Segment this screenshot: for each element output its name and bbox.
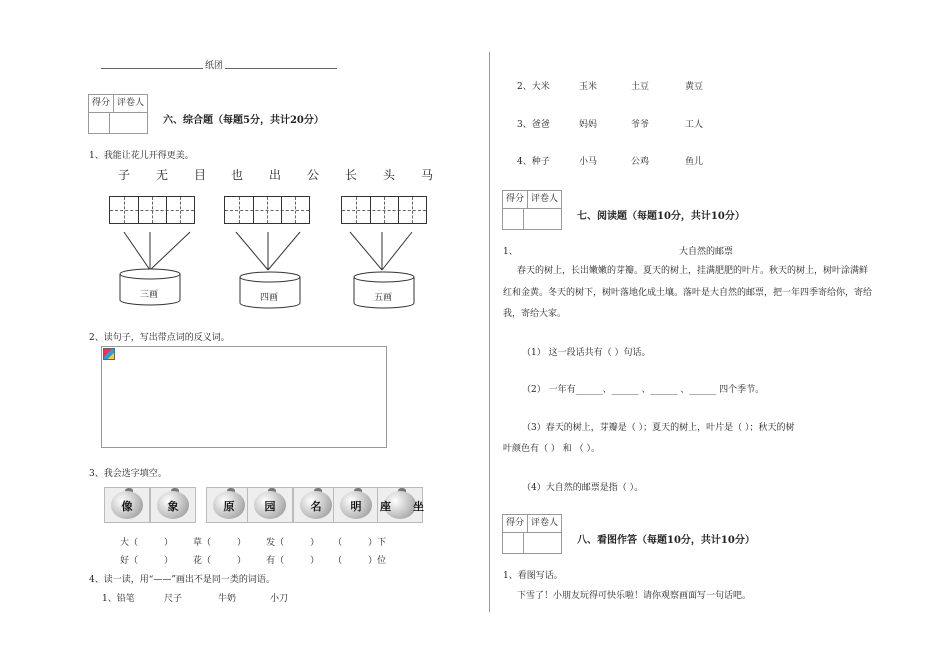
section-8-title: 八、看图作答（每题10分，共计10分） <box>577 535 755 546</box>
score-box-7 <box>502 190 562 230</box>
writing-grid-b[interactable] <box>224 196 310 224</box>
score-box-6 <box>88 94 148 134</box>
q3-text: 3、我会选字填空。 <box>89 469 167 479</box>
pot-label-2: 四画 <box>260 293 279 303</box>
q4-row-4: 4、种子 小马 公鸡 鱼儿 <box>517 157 704 167</box>
q8-instruction: 下雪了！小朋友玩得可快乐啦！请你观察画面写一句话吧。 <box>517 591 752 601</box>
score-label: 得分 <box>89 95 114 112</box>
grader-label: 评卷人 <box>117 98 145 108</box>
reading-line-1: 春天的树上，长出嫩嫩的芽瓣。夏天的树上，挂满肥肥的叶片。秋天的树上，树叶涂满鲜 <box>517 266 869 276</box>
writing-grid-c[interactable] <box>341 196 427 224</box>
score-blank[interactable] <box>503 532 561 553</box>
chars-group-c: 长 头 马 <box>345 168 434 182</box>
sub-question-1: （1） 这一段话共有（ ）句话。 <box>522 348 651 358</box>
score-label: 得分 <box>503 191 528 208</box>
sub-question-4: （4）大自然的邮票是指（ ）。 <box>522 483 644 493</box>
apple-card: 园 <box>247 487 293 523</box>
reading-title: 大自然的邮票 <box>679 247 734 257</box>
line <box>382 232 412 270</box>
line <box>350 232 382 270</box>
q1-text: 1、我能让花儿开得更美。 <box>89 151 194 161</box>
line <box>150 232 190 270</box>
pot-label-3: 五画 <box>374 293 393 303</box>
sub-question-3a: （3）春天的树上，芽瓣是（ ）；夏天的树上，叶片是（ ）；秋天的树 <box>522 423 795 433</box>
apple-card: 座 坐 <box>377 487 423 523</box>
line <box>268 232 300 270</box>
apple-card: 象 <box>150 487 196 523</box>
apple-card: 原 <box>206 487 252 523</box>
apple-card: 名 <box>293 487 339 523</box>
q4-row-3: 3、爸爸 妈妈 爷爷 工人 <box>517 120 704 130</box>
section-6-title: 六、综合题（每题5分，共计20分） <box>163 115 324 126</box>
image-placeholder-icon <box>103 348 115 360</box>
grader-label: 评卷人 <box>531 194 559 204</box>
top-blank-label: 纸团 <box>203 58 225 71</box>
q3-row-1: 大（ ） 草（ ） 发（ ） （ ）下 <box>120 538 387 548</box>
q4-row-1: 1、铅笔 尺子 牛奶 小刀 <box>102 594 289 604</box>
q8-1-text: 1、看图写话。 <box>503 571 563 581</box>
reading-number: 1、 <box>503 247 518 257</box>
apple-card: 明 <box>333 487 379 523</box>
pot-label-1: 三画 <box>140 290 159 300</box>
score-blank[interactable] <box>89 112 147 133</box>
reading-line-2: 红和金黄。冬天的树下，树叶落地化成土壤。落叶是大自然的邮票，把一年四季寄给你，寄给 <box>503 288 873 298</box>
sub-question-3b: 叶颜色有（ ） 和 （ ）。 <box>503 444 600 454</box>
q3-row-2: 好（ ） 花（ ） 有（ ） （ ）位 <box>120 556 387 566</box>
score-label: 得分 <box>503 515 528 532</box>
q4-row-2: 2、大米 玉米 土豆 黄豆 <box>517 82 704 92</box>
q4-text: 4、读一读，用“——”画出不是同一类的词语。 <box>89 575 275 585</box>
writing-grid-a[interactable] <box>109 196 195 224</box>
score-blank[interactable] <box>503 208 561 229</box>
score-box-8 <box>502 514 562 554</box>
q2-text: 2、读句子，写出带点词的反义词。 <box>89 333 230 343</box>
section-7-title: 七、阅读题（每题10分，共计10分） <box>577 211 745 222</box>
line <box>236 232 268 270</box>
sub-question-2: （2） 一年有______、______ 、______ 、______ 四个季节。 <box>522 385 765 395</box>
column-divider <box>489 52 490 612</box>
apple-card: 像 <box>104 487 150 523</box>
q2-answer-box[interactable] <box>101 346 387 448</box>
line <box>124 232 150 270</box>
chars-group-b: 也 出 公 <box>231 168 320 182</box>
reading-line-3: 我，寄给大家。 <box>503 309 567 319</box>
grader-label: 评卷人 <box>531 518 559 528</box>
chars-group-a: 子 无 目 <box>118 168 207 182</box>
